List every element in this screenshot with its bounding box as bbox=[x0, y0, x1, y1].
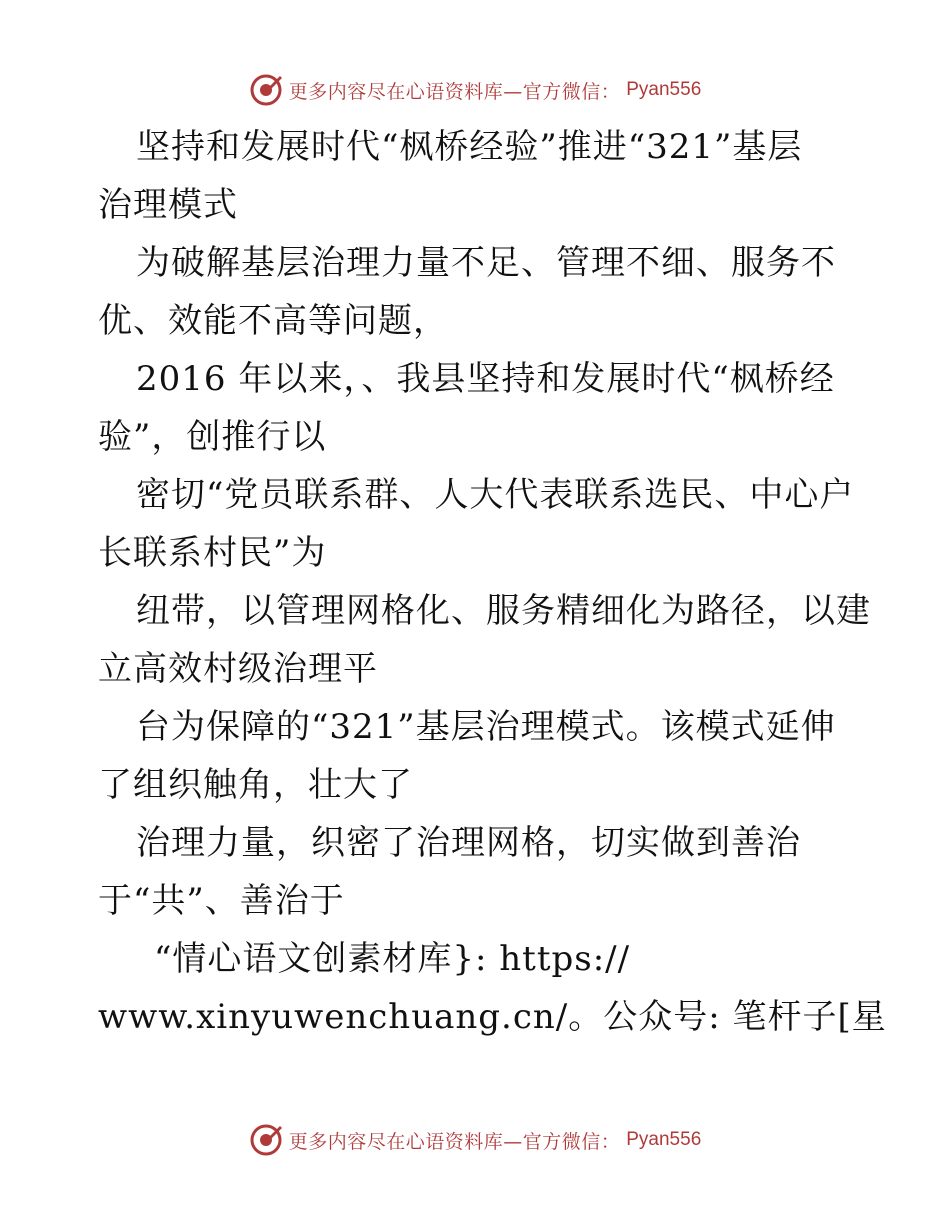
paragraph-line-15: “情心语文创素材库}: https:// bbox=[154, 939, 631, 979]
document-body bbox=[98, 118, 887, 1046]
paragraph-line-13: 治理力量，织密了治理网格，切实做到善治 bbox=[136, 823, 801, 863]
paragraph-line-7: 密切“党员联系群、人大代表联系选民、中心户 bbox=[136, 475, 855, 515]
footer-banner-text: 更多内容尽在心语资料库—官方微信： bbox=[288, 1130, 621, 1153]
header-banner-id: Pyan556 bbox=[626, 79, 702, 100]
paragraph-line-9: 纽带，以管理网格化、服务精细化为路径，以建 bbox=[136, 591, 871, 631]
paragraph-line-14: 于“共”、善治于 bbox=[98, 881, 345, 921]
footer-banner-inner bbox=[249, 1123, 702, 1157]
header-banner-text: 更多内容尽在心语资料库—官方微信： bbox=[288, 80, 621, 103]
header-banner bbox=[0, 70, 950, 110]
paragraph-line-12: 了组织触角，壮大了 bbox=[98, 765, 413, 805]
paragraph-line-5: 2016 年以来，、我县坚持和发展时代“枫桥经 bbox=[136, 359, 835, 399]
pen-logo-icon bbox=[249, 73, 283, 107]
paragraph-line-8: 长联系村民”为 bbox=[98, 533, 327, 573]
pen-logo-icon bbox=[249, 1123, 283, 1157]
paragraph-line-4: 优、效能不高等问题， bbox=[98, 301, 448, 341]
footer-banner-id: Pyan556 bbox=[626, 1129, 702, 1150]
paragraph-line-6: 验”，创推行以 bbox=[98, 417, 327, 457]
paragraph-line-11: 台为保障的“321”基层治理模式。该模式延伸 bbox=[136, 707, 836, 747]
title-line-1: 坚持和发展时代“枫桥经验”推进“321”基层 bbox=[136, 127, 803, 167]
paragraph-line-3: 为破解基层治理力量不足、管理不细、服务不 bbox=[136, 243, 836, 283]
footer-banner bbox=[0, 1120, 950, 1160]
header-banner-inner bbox=[249, 73, 702, 107]
paragraph-line-10: 立高效村级治理平 bbox=[98, 649, 378, 689]
title-line-2: 治理模式 bbox=[98, 185, 238, 225]
paragraph-line-16: www.xinyuwenchuang.cn/。公众号: 笔杆子[星 bbox=[98, 997, 887, 1037]
